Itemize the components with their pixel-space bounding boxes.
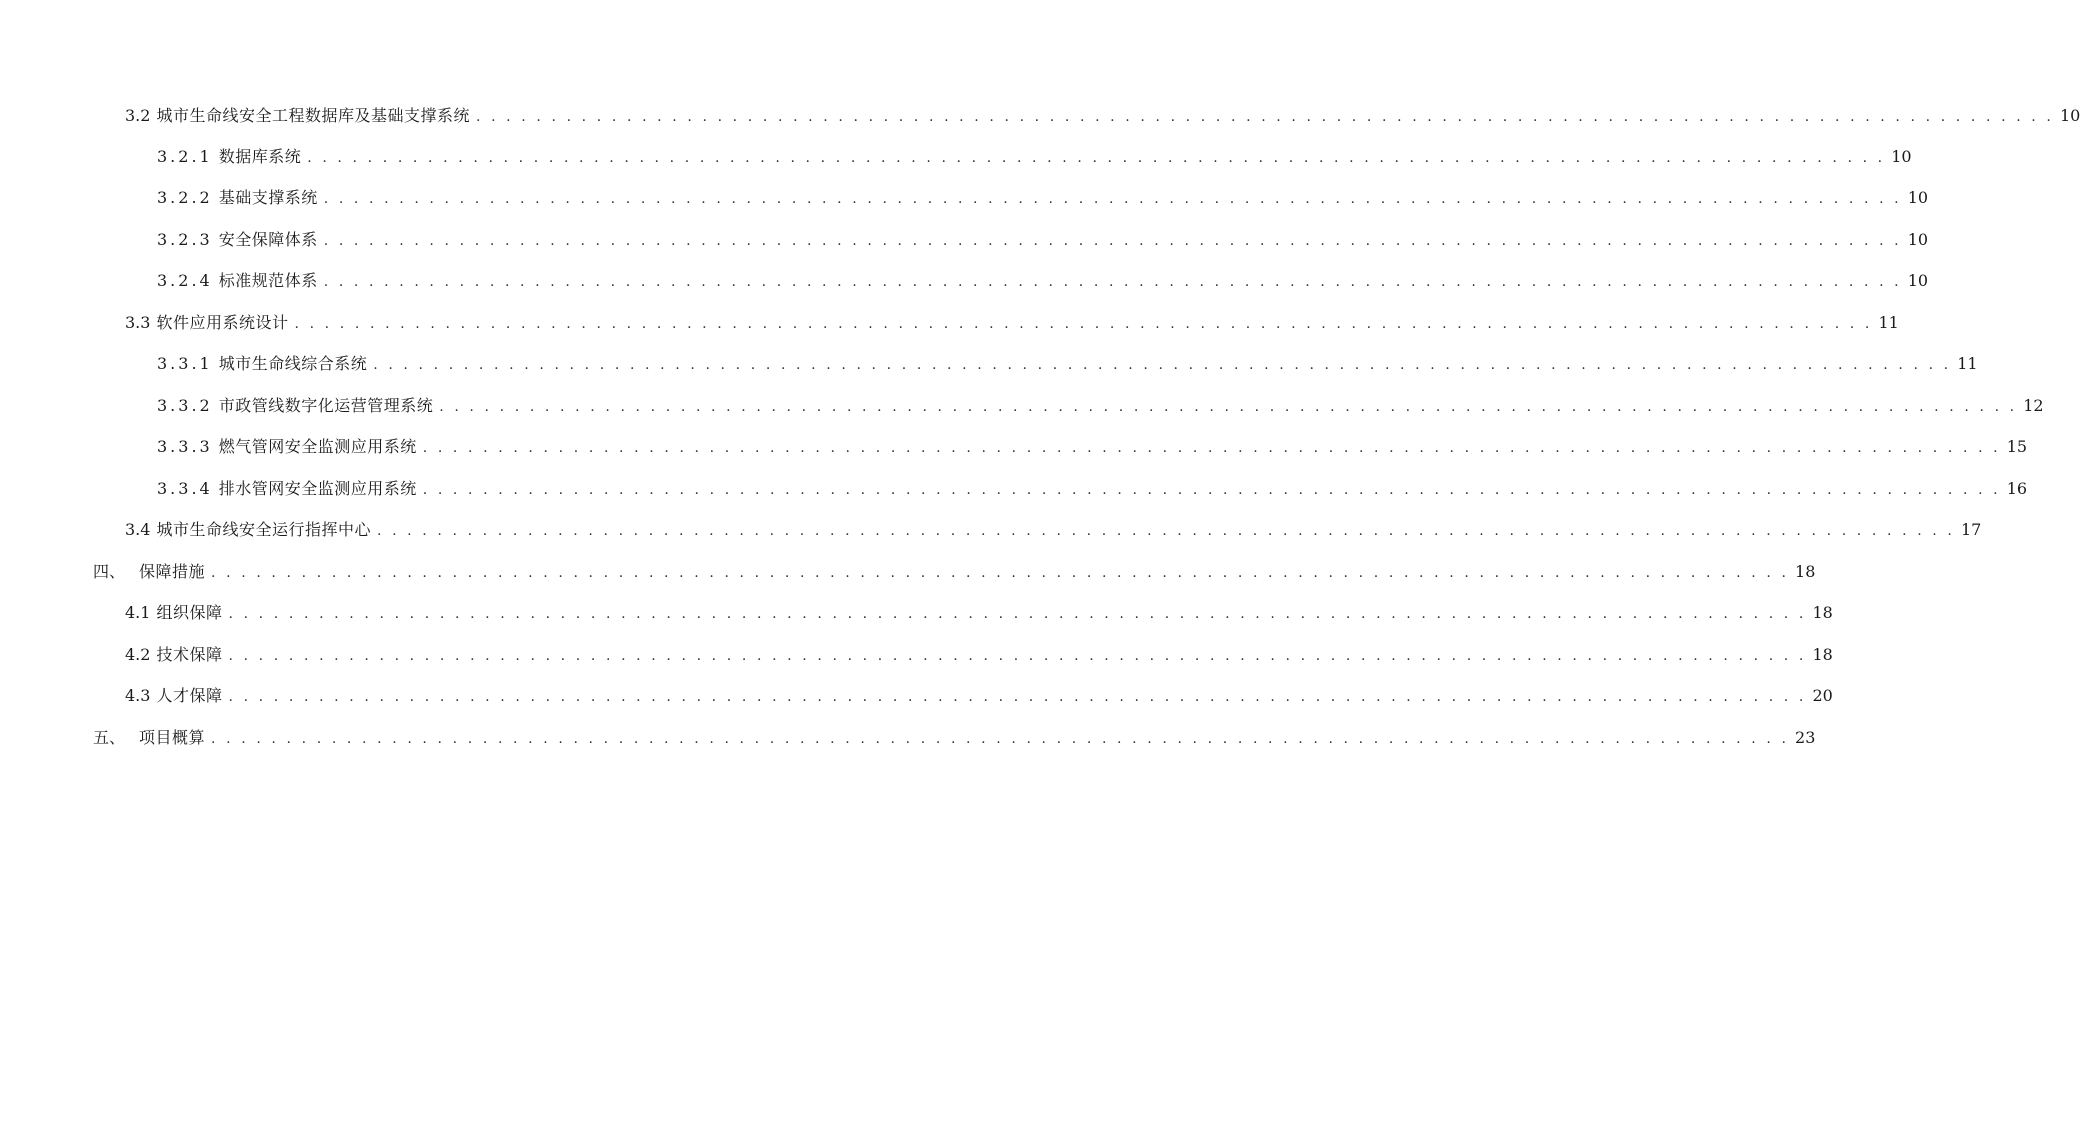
toc-page-number: 16 <box>2006 479 2028 498</box>
toc-leader-dots: . . . . . . . . . . . . . . . . . . . . . . . . . . . . . . . . . . . . . . . . . . . . . . . . . . . . . . . . . . . . . . . . . . . . . . . . . . . . . . . . . . . . . . . . . . . . . . . . . . . . . . . . . <box>373 357 1952 373</box>
toc-entry-3-3-1[interactable] <box>157 352 1978 376</box>
toc-page-number: 10 <box>2059 106 2080 125</box>
toc-page-number: 18 <box>1812 645 1833 664</box>
toc-entry-3-2-1[interactable] <box>157 145 1912 169</box>
toc-entry-4-1[interactable] <box>125 601 1833 625</box>
toc-number: 3.2 <box>125 106 151 125</box>
toc-entry-3-3-4[interactable] <box>157 477 2028 501</box>
toc-page-number: 17 <box>1960 520 1982 539</box>
toc-title: 软件应用系统设计 <box>156 313 289 332</box>
toc-entry-3-2[interactable] <box>125 104 2080 128</box>
toc-entry-3-2-4[interactable] <box>157 269 1929 293</box>
toc-title: 标准规范体系 <box>218 271 318 290</box>
toc-page-number: 20 <box>1812 686 1833 705</box>
toc-leader-dots: . . . . . . . . . . . . . . . . . . . . . . . . . . . . . . . . . . . . . . . . . . . . . . . . . . . . . . . . . . . . . . . . . . . . . . . . . . . . . . . . . . . . . . . . . . . . . . . . . . . . . . . . . <box>439 399 2018 415</box>
toc-entry-3-2-2[interactable] <box>157 186 1929 210</box>
toc-page-number: 10 <box>1907 271 1929 290</box>
toc-leader-dots: . . . . . . . . . . . . . . . . . . . . . . . . . . . . . . . . . . . . . . . . . . . . . . . . . . . . . . . . . . . . . . . . . . . . . . . . . . . . . . . . . . . . . . . . . . . . . . . . . . . . . . . . . <box>376 523 1955 539</box>
toc-title: 安全保障体系 <box>218 230 318 249</box>
toc-title: 燃气管网安全监测应用系统 <box>218 437 417 456</box>
toc-title: 城市生命线安全运行指挥中心 <box>156 520 371 539</box>
toc-entry-4-3[interactable] <box>125 684 1833 708</box>
toc-entry-4-2[interactable] <box>125 643 1833 667</box>
toc-leader-dots: . . . . . . . . . . . . . . . . . . . . . . . . . . . . . . . . . . . . . . . . . . . . . . . . . . . . . . . . . . . . . . . . . . . . . . . . . . . . . . . . . . . . . . . . . . . . . . . . . . . . . . . . . <box>323 274 1902 290</box>
toc-leader-dots: . . . . . . . . . . . . . . . . . . . . . . . . . . . . . . . . . . . . . . . . . . . . . . . . . . . . . . . . . . . . . . . . . . . . . . . . . . . . . . . . . . . . . . . . . . . . . . . . . . . . . . . . . <box>228 648 1807 664</box>
toc-entry-3-4[interactable] <box>125 518 1982 542</box>
toc-page-number: 15 <box>2006 437 2028 456</box>
toc-title: 排水管网安全监测应用系统 <box>218 479 417 498</box>
toc-entry-section-4[interactable] <box>93 560 1816 584</box>
toc-leader-dots: . . . . . . . . . . . . . . . . . . . . . . . . . . . . . . . . . . . . . . . . . . . . . . . . . . . . . . . . . . . . . . . . . . . . . . . . . . . . . . . . . . . . . . . . . . . . . . . . . . . . . . . . . <box>228 606 1807 622</box>
toc-leader-dots: . . . . . . . . . . . . . . . . . . . . . . . . . . . . . . . . . . . . . . . . . . . . . . . . . . . . . . . . . . . . . . . . . . . . . . . . . . . . . . . . . . . . . . . . . . . . . . . . . . . . . . . . . <box>422 440 2001 456</box>
toc-title: 数据库系统 <box>218 147 302 166</box>
toc-page-number: 12 <box>2023 396 2044 415</box>
toc-number: 3.3.3 <box>157 437 213 456</box>
toc-number: 4.1 <box>125 603 151 622</box>
toc-title: 人才保障 <box>156 686 223 705</box>
toc-number: 3.2.3 <box>157 230 213 249</box>
toc-number: 3.4 <box>125 520 151 539</box>
toc-title: 组织保障 <box>156 603 223 622</box>
toc-page-number: 10 <box>1907 188 1929 207</box>
toc-number: 四、 <box>93 562 126 581</box>
toc-leader-dots: . . . . . . . . . . . . . . . . . . . . . . . . . . . . . . . . . . . . . . . . . . . . . . . . . . . . . . . . . . . . . . . . . . . . . . . . . . . . . . . . . . . . . . . . . . . . . . . . . . . . . . . . . <box>323 191 1902 207</box>
toc-page-number: 11 <box>1878 313 1899 332</box>
toc-page-number: 18 <box>1812 603 1833 622</box>
toc-number: 3.2.4 <box>157 271 213 290</box>
toc-page-number: 18 <box>1795 562 1816 581</box>
toc-leader-dots: . . . . . . . . . . . . . . . . . . . . . . . . . . . . . . . . . . . . . . . . . . . . . . . . . . . . . . . . . . . . . . . . . . . . . . . . . . . . . . . . . . . . . . . . . . . . . . . . . . . . . . . . . <box>307 150 1886 166</box>
toc-number: 3.2.1 <box>157 147 213 166</box>
toc-number: 3.3 <box>125 313 151 332</box>
toc-number: 3.3.4 <box>157 479 213 498</box>
toc-entry-3-3-3[interactable] <box>157 435 2028 459</box>
toc-entry-3-3[interactable] <box>125 311 1899 335</box>
toc-entry-3-2-3[interactable] <box>157 228 1929 252</box>
toc-title: 技术保障 <box>156 645 223 664</box>
toc-title: 基础支撑系统 <box>218 188 318 207</box>
toc-leader-dots: . . . . . . . . . . . . . . . . . . . . . . . . . . . . . . . . . . . . . . . . . . . . . . . . . . . . . . . . . . . . . . . . . . . . . . . . . . . . . . . . . . . . . . . . . . . . . . . . . . . . . . . . . <box>228 689 1807 705</box>
toc-leader-dots: . . . . . . . . . . . . . . . . . . . . . . . . . . . . . . . . . . . . . . . . . . . . . . . . . . . . . . . . . . . . . . . . . . . . . . . . . . . . . . . . . . . . . . . . . . . . . . . . . . . . . . . . . <box>323 233 1902 249</box>
toc-entry-section-5[interactable] <box>93 726 1816 750</box>
toc-number: 4.2 <box>125 645 151 664</box>
toc-leader-dots: . . . . . . . . . . . . . . . . . . . . . . . . . . . . . . . . . . . . . . . . . . . . . . . . . . . . . . . . . . . . . . . . . . . . . . . . . . . . . . . . . . . . . . . . . . . . . . . . . . . . . . . . . <box>294 316 1873 332</box>
toc-title: 城市生命线安全工程数据库及基础支撑系统 <box>156 106 470 125</box>
toc-title: 项目概算 <box>139 728 206 747</box>
toc-number: 3.3.1 <box>157 354 213 373</box>
toc-number: 3.3.2 <box>157 396 213 415</box>
toc-leader-dots: . . . . . . . . . . . . . . . . . . . . . . . . . . . . . . . . . . . . . . . . . . . . . . . . . . . . . . . . . . . . . . . . . . . . . . . . . . . . . . . . . . . . . . . . . . . . . . . . . . . . . . . . . <box>475 109 2054 125</box>
toc-page-number: 23 <box>1795 728 1816 747</box>
toc-leader-dots: . . . . . . . . . . . . . . . . . . . . . . . . . . . . . . . . . . . . . . . . . . . . . . . . . . . . . . . . . . . . . . . . . . . . . . . . . . . . . . . . . . . . . . . . . . . . . . . . . . . . . . . . . <box>422 482 2001 498</box>
toc-page-number: 10 <box>1891 147 1912 166</box>
toc-number: 4.3 <box>125 686 151 705</box>
toc-page-number: 11 <box>1957 354 1978 373</box>
toc-title: 保障措施 <box>139 562 206 581</box>
toc-entry-3-3-2[interactable] <box>157 394 2044 418</box>
toc-page-number: 10 <box>1907 230 1929 249</box>
toc-number: 3.2.2 <box>157 188 213 207</box>
toc-title: 城市生命线综合系统 <box>218 354 368 373</box>
toc-leader-dots: . . . . . . . . . . . . . . . . . . . . . . . . . . . . . . . . . . . . . . . . . . . . . . . . . . . . . . . . . . . . . . . . . . . . . . . . . . . . . . . . . . . . . . . . . . . . . . . . . . . . . . . . . <box>211 731 1790 747</box>
toc-leader-dots: . . . . . . . . . . . . . . . . . . . . . . . . . . . . . . . . . . . . . . . . . . . . . . . . . . . . . . . . . . . . . . . . . . . . . . . . . . . . . . . . . . . . . . . . . . . . . . . . . . . . . . . . . <box>211 565 1790 581</box>
toc-title: 市政管线数字化运营管理系统 <box>218 396 434 415</box>
toc-number: 五、 <box>93 728 126 747</box>
